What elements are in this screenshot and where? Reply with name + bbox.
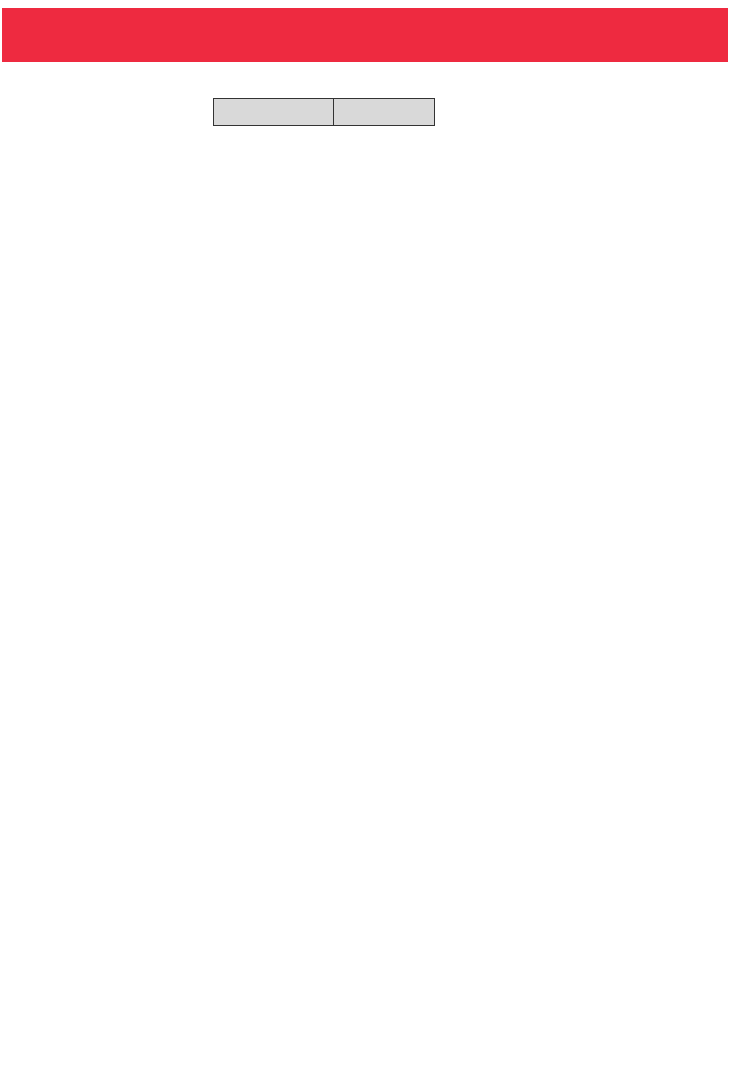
incidence-table [213,98,435,126]
incidence-line-chart [0,715,730,1067]
table-header-row [214,99,435,126]
column-header-date [214,99,334,126]
title-banner [2,8,728,62]
column-header-incidence [334,99,435,126]
